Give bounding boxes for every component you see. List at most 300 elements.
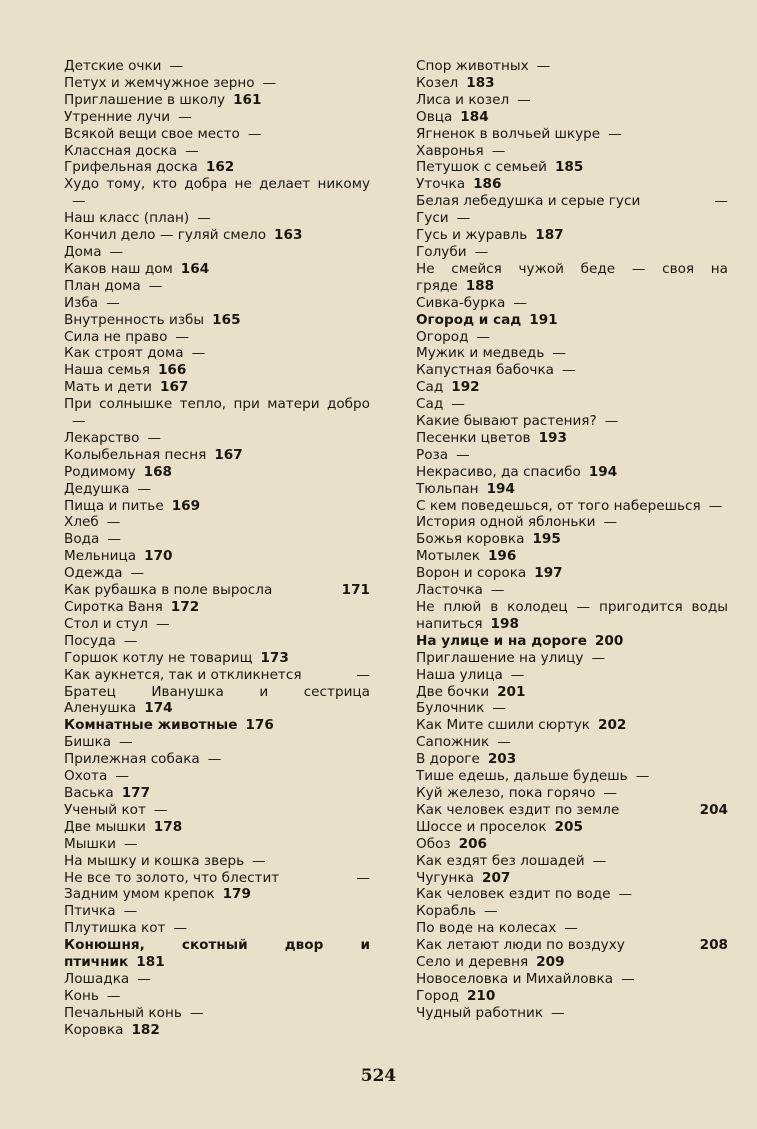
toc-column-left	[64, 58, 370, 1039]
toc-entry-title: На мышку и кошка зверь	[64, 852, 245, 869]
toc-entry-title: Посуда	[64, 632, 116, 649]
toc-entry	[64, 903, 370, 920]
toc-entry	[64, 210, 370, 227]
toc-entry	[416, 531, 728, 548]
toc-entry-title: Ученый кот	[64, 801, 146, 818]
toc-entry-page: 185	[554, 159, 584, 176]
toc-entry-page: 182	[131, 1021, 160, 1038]
toc-entry-page: 188	[465, 277, 495, 294]
toc-entry	[416, 244, 728, 261]
toc-entry-dash: —	[137, 970, 151, 987]
toc-entry-page: 191	[529, 311, 558, 328]
toc-entry-title: Сад	[416, 396, 444, 413]
toc-entry-title: Сивка-бурка	[416, 294, 506, 311]
toc-entry-dash: —	[591, 649, 606, 666]
toc-entry	[416, 819, 728, 836]
toc-entry-dash: —	[497, 734, 511, 751]
toc-entry-page: 184	[460, 108, 489, 125]
toc-entry-dash: —	[456, 210, 471, 227]
toc-entry-dash: —	[536, 58, 551, 74]
toc-entry-title: Шоссе и проселок	[416, 818, 547, 835]
toc-entry-title: Одежда	[64, 565, 123, 582]
page-number: 524	[360, 1066, 397, 1086]
toc-entry	[416, 1005, 728, 1022]
toc-entry	[64, 430, 370, 447]
toc-entry	[416, 684, 728, 701]
toc-entry-dash: —	[451, 396, 465, 413]
toc-entry-title: Сапожник	[416, 734, 490, 751]
toc-entry-title: Булочник	[416, 700, 485, 717]
toc-entry	[64, 345, 370, 362]
toc-entry-title: Овца	[416, 108, 453, 125]
toc-entry	[64, 548, 370, 565]
toc-entry-title: Комнатные животные	[64, 717, 238, 734]
toc-entry	[64, 244, 370, 261]
toc-entry-dash: —	[252, 852, 266, 869]
toc-entry	[416, 159, 728, 176]
toc-entry	[416, 582, 728, 599]
toc-entry-dash: —	[491, 142, 506, 159]
toc-entry-title: Гусь и журавль	[416, 227, 528, 244]
toc-entry-page: 204	[699, 801, 728, 818]
toc-entry	[64, 582, 370, 599]
toc-entry-dash: —	[476, 328, 491, 345]
toc-entry	[416, 126, 728, 143]
toc-entry-spacer	[625, 937, 692, 954]
toc-entry-title: Село и деревня	[416, 954, 529, 971]
toc-entry-title: Пища и питье	[64, 497, 164, 514]
toc-entry-title: Петушок с семьей	[416, 159, 547, 176]
toc-entry	[416, 295, 728, 312]
toc-column-right	[416, 58, 728, 1022]
toc-entry	[416, 362, 728, 379]
toc-entry-title: Как Мите сшили сюртук	[416, 717, 590, 734]
toc-entry-title: Голуби	[416, 243, 467, 260]
toc-entry-title: Мужик и медведь	[416, 345, 545, 362]
toc-entry	[416, 514, 728, 531]
toc-entry-dash: —	[564, 920, 578, 937]
toc-entry-title: Лошадка	[64, 970, 130, 987]
toc-entry-title: Конюшня, скотный двор и птичник	[64, 937, 370, 971]
toc-entry-title: Сад	[416, 379, 444, 396]
toc-entry	[64, 599, 370, 616]
toc-entry-page: 181	[136, 954, 165, 971]
toc-entry-dash: —	[635, 768, 650, 785]
toc-entry	[64, 312, 370, 329]
toc-entry	[416, 667, 728, 684]
toc-entry-dash: —	[191, 345, 206, 362]
toc-entry-page: 167	[214, 446, 243, 463]
toc-entry	[64, 514, 370, 531]
toc-entry	[416, 650, 728, 667]
toc-entry-dash: —	[175, 328, 190, 345]
toc-entry	[64, 616, 370, 633]
toc-entry-page: 174	[144, 700, 173, 717]
toc-entry	[64, 227, 370, 244]
toc-entry-dash: —	[247, 125, 262, 142]
toc-entry	[64, 143, 370, 160]
toc-entry-dash: —	[106, 294, 120, 311]
toc-entry-title: Приглашение в школу	[64, 91, 226, 108]
toc-entry-dash: —	[618, 886, 633, 903]
toc-entry-title: Родимому	[64, 463, 136, 480]
toc-entry	[416, 413, 728, 430]
toc-entry	[416, 430, 728, 447]
toc-entry-page: 163	[274, 227, 303, 244]
toc-entry-title: Кончил дело — гуляй смело	[64, 227, 267, 244]
toc-entry-title: Хлеб	[64, 514, 99, 531]
toc-entry-dash: —	[604, 413, 619, 430]
toc-entry	[64, 937, 370, 971]
toc-entry-dash: —	[119, 734, 133, 751]
toc-entry-title: Изба	[64, 294, 99, 311]
toc-entry-title: Каков наш дом	[64, 260, 173, 277]
toc-entry-title: Лиса и козел	[416, 91, 510, 108]
toc-entry-title: Не плюй в колодец — пригодится воды напиться	[416, 599, 728, 632]
toc-entry-title: Петух и жемчужное зерно	[64, 74, 255, 91]
toc-entry-dash: —	[123, 835, 138, 852]
toc-entry	[416, 447, 728, 464]
toc-entry-dash: —	[262, 74, 277, 91]
toc-entry-spacer	[619, 802, 691, 819]
toc-entry-title: На улице и на дороге	[416, 632, 587, 649]
toc-entry-title: Как строят дома	[64, 345, 184, 362]
toc-entry-page: 209	[536, 954, 565, 971]
toc-entry	[64, 565, 370, 582]
toc-entry	[416, 498, 728, 515]
toc-entry	[64, 836, 370, 853]
toc-entry-dash: —	[513, 294, 527, 311]
toc-entry	[64, 886, 370, 903]
toc-entry-title: Всякой вещи свое место	[64, 125, 240, 142]
toc-entry-title: Козел	[416, 74, 459, 91]
toc-entry	[416, 717, 728, 734]
toc-entry	[416, 312, 728, 329]
toc-entry-page: 179	[222, 886, 251, 903]
toc-entry-dash: —	[492, 700, 506, 717]
toc-entry	[416, 193, 728, 210]
toc-entry	[64, 176, 370, 210]
toc-entry-title: Конь	[64, 987, 99, 1004]
toc-entry-page: 187	[535, 227, 564, 244]
toc-entry-title: Братец Иванушка и сестрица Аленушка	[64, 683, 370, 717]
toc-entry	[64, 768, 370, 785]
toc-entry-spacer	[640, 193, 706, 210]
toc-entry-dash: —	[714, 193, 728, 210]
toc-entry	[64, 650, 370, 667]
toc-entry-dash: —	[207, 751, 222, 768]
toc-entry-title: Спор животных	[416, 58, 529, 74]
toc-entry	[64, 870, 370, 887]
toc-entry-dash: —	[147, 429, 162, 446]
toc-entry-title: Мать и дети	[64, 379, 152, 396]
toc-entry-title: Васька	[64, 784, 114, 801]
toc-entry-dash: —	[517, 91, 531, 108]
toc-entry	[416, 261, 728, 295]
toc-entry	[416, 633, 728, 650]
toc-entry	[64, 971, 370, 988]
toc-entry	[416, 836, 728, 853]
toc-entry-page: 171	[341, 582, 370, 599]
toc-entry-dash: —	[456, 446, 470, 463]
toc-entry	[416, 345, 728, 362]
toc-entry-title: Гуси	[416, 210, 449, 227]
toc-entry-title: Наша улица	[416, 666, 503, 683]
toc-entry	[416, 751, 728, 768]
toc-entry	[416, 464, 728, 481]
toc-entry-title: Роза	[416, 446, 449, 463]
toc-entry-title: Божья коровка	[416, 531, 525, 548]
toc-entry	[416, 937, 728, 954]
toc-entry-dash: —	[115, 768, 129, 785]
toc-entry-title: Детские очки	[64, 58, 162, 74]
toc-entry-page: 161	[233, 91, 262, 108]
toc-entry-title: Тише едешь, дальше будешь	[416, 768, 628, 785]
toc-entry	[416, 971, 728, 988]
toc-entry	[64, 75, 370, 92]
toc-entry-title: Бишка	[64, 734, 112, 751]
toc-entry-dash: —	[510, 666, 525, 683]
toc-entry	[416, 954, 728, 971]
toc-entry-title: Наш класс (план)	[64, 210, 190, 227]
toc-entry	[416, 396, 728, 413]
toc-entry	[416, 481, 728, 498]
toc-entry-dash: —	[173, 920, 188, 937]
toc-entry-title: Утренние лучи	[64, 108, 171, 125]
toc-entry-dash: —	[603, 784, 617, 801]
toc-entry-page: 162	[205, 159, 235, 176]
toc-entry-page: 206	[458, 835, 488, 852]
toc-entry-page: 186	[473, 176, 502, 193]
toc-entry-title: Грифельная доска	[64, 159, 198, 176]
toc-entry	[416, 329, 728, 346]
toc-entry-title: Колыбельная песня	[64, 446, 207, 463]
toc-entry-title: Как ездят без лошадей	[416, 852, 585, 869]
toc-entry-title: С кем поведешься, от того наберешься	[416, 497, 701, 514]
toc-entry	[416, 802, 728, 819]
toc-entry	[416, 548, 728, 565]
toc-entry-title: Огород	[416, 328, 469, 345]
toc-entry-title: Задним умом крепок	[64, 886, 215, 903]
toc-entry-title: Чугунка	[416, 869, 474, 886]
toc-entry-dash: —	[490, 582, 505, 599]
toc-entry-page: 165	[212, 311, 241, 328]
toc-entry-page: 177	[121, 784, 151, 801]
toc-entry-dash: —	[123, 903, 138, 920]
toc-entry-title: Город	[416, 987, 459, 1004]
toc-entry	[64, 1005, 370, 1022]
toc-entry-dash: —	[156, 615, 170, 632]
toc-entry	[64, 109, 370, 126]
toc-entry	[416, 565, 728, 582]
toc-entry-title: Лекарство	[64, 429, 140, 446]
toc-entry-dash: —	[137, 480, 152, 497]
toc-entry-title: Внутренность избы	[64, 311, 205, 328]
toc-entry-title: Уточка	[416, 176, 466, 193]
toc-entry	[64, 498, 370, 515]
toc-entry-page: 195	[532, 531, 561, 548]
toc-entry-title: Стол и стул	[64, 615, 149, 632]
toc-entry-dash: —	[106, 514, 121, 531]
toc-entry-title: Хавронья	[416, 142, 484, 159]
toc-entry-title: Ворон и сорока	[416, 565, 527, 582]
toc-entry	[64, 278, 370, 295]
toc-entry-title: Прилежная собака	[64, 751, 200, 768]
toc-entry-dash: —	[592, 852, 607, 869]
toc-entry-dash: —	[169, 58, 184, 74]
toc-entry	[64, 531, 370, 548]
toc-entry	[64, 633, 370, 650]
toc-entry-title: Мотылек	[416, 548, 480, 565]
toc-entry-title: Коровка	[64, 1021, 124, 1038]
toc-entry	[416, 920, 728, 937]
toc-entry-title: Две бочки	[416, 683, 490, 700]
toc-entry-title: Дедушка	[64, 480, 130, 497]
toc-entry	[416, 988, 728, 1005]
toc-entry-title: Классная доска	[64, 142, 178, 159]
toc-entry	[64, 159, 370, 176]
toc-entry-page: 183	[466, 74, 495, 91]
toc-entry-page: 203	[487, 751, 517, 768]
toc-entry-page: 194	[486, 480, 515, 497]
toc-entry-title: Как человек ездит по воде	[416, 886, 611, 903]
toc-entry-title: План дома	[64, 277, 141, 294]
toc-entry-title: Как аукнется, так и откликнется	[64, 666, 302, 683]
toc-entry	[416, 870, 728, 887]
toc-entry-page: 192	[451, 379, 480, 396]
toc-entry-title: Дома	[64, 243, 102, 260]
toc-entry-page: 200	[594, 632, 624, 649]
toc-entry-spacer	[279, 870, 348, 887]
toc-entry-title: Худо тому, кто добра не делает никому	[64, 176, 370, 193]
toc-entry-dash: —	[72, 193, 86, 210]
toc-entry-page: 198	[490, 615, 519, 632]
toc-entry-dash: —	[603, 514, 618, 531]
toc-entry-page: 178	[153, 818, 183, 835]
toc-entry-dash: —	[148, 277, 163, 294]
toc-entry	[64, 734, 370, 751]
toc-entry-dash: —	[107, 531, 121, 548]
toc-entry-page: 208	[699, 937, 728, 954]
toc-entry-dash: —	[130, 565, 145, 582]
toc-entry-page: 164	[180, 260, 210, 277]
toc-entry-dash: —	[109, 243, 124, 260]
toc-entry-page: 172	[170, 599, 200, 615]
toc-entry-title: Птичка	[64, 903, 116, 920]
toc-entry-title: Какие бывают растения?	[416, 413, 597, 430]
toc-entry	[64, 751, 370, 768]
toc-entry	[64, 464, 370, 481]
toc-entry-dash: —	[153, 801, 168, 818]
toc-entry-page: 207	[481, 869, 511, 886]
toc-entry	[64, 329, 370, 346]
toc-entry	[64, 802, 370, 819]
toc-entry-dash: —	[106, 987, 121, 1004]
toc-entry	[64, 261, 370, 278]
toc-entry	[64, 853, 370, 870]
toc-entry-page: 166	[157, 362, 187, 379]
toc-entry-title: Наша семья	[64, 362, 150, 379]
toc-entry-title: Сиротка Ваня	[64, 599, 163, 615]
toc-entry-title: Чудный работник	[416, 1004, 544, 1021]
toc-entry	[64, 126, 370, 143]
toc-entry-title: Тюльпан	[416, 480, 479, 497]
toc-entry	[64, 379, 370, 396]
toc-entry-title: Плутишка кот	[64, 920, 166, 937]
toc-entry-title: Ягненок в волчьей шкуре	[416, 125, 601, 142]
toc-entry-title: Ласточка	[416, 582, 483, 599]
toc-entry-title: Как рубашка в поле выросла	[64, 582, 273, 599]
toc-entry-page: 167	[159, 379, 189, 396]
toc-entry	[64, 785, 370, 802]
toc-entry-page: 205	[554, 818, 583, 835]
toc-entry	[64, 667, 370, 684]
toc-entry-page: 201	[497, 683, 526, 700]
toc-entry	[64, 295, 370, 312]
toc-entry-title: Куй железо, пока горячо	[416, 784, 596, 801]
toc-entry-page: 168	[143, 463, 173, 480]
toc-entry-title: Песенки цветов	[416, 429, 531, 446]
toc-entry-title: Вода	[64, 531, 100, 548]
toc-entry	[416, 599, 728, 633]
toc-entry	[416, 176, 728, 193]
toc-entry	[64, 92, 370, 109]
toc-entry-page: 173	[260, 649, 289, 666]
toc-entry	[416, 734, 728, 751]
toc-entry-dash: —	[189, 1004, 204, 1021]
toc-entry	[416, 886, 728, 903]
toc-entry-dash: —	[185, 142, 199, 159]
toc-entry-dash: —	[197, 210, 211, 227]
toc-entry	[64, 362, 370, 379]
toc-entry	[64, 988, 370, 1005]
toc-entry-title: Как человек ездит по земле	[416, 801, 620, 818]
toc-entry-dash: —	[123, 632, 138, 649]
toc-entry-title: Белая лебедушка и серые гуси	[416, 193, 641, 210]
toc-entry	[416, 227, 728, 244]
toc-entry	[416, 92, 728, 109]
toc-entry-dash: —	[356, 869, 370, 886]
toc-entry-spacer	[272, 582, 333, 599]
toc-entry-page: 169	[171, 497, 201, 514]
toc-entry	[416, 210, 728, 227]
toc-entry-dash: —	[356, 666, 370, 683]
toc-entry-title: Сила не право	[64, 328, 168, 345]
toc-entry-title: Капустная бабочка	[416, 362, 555, 379]
toc-entry	[64, 1022, 370, 1039]
toc-entry-title: При солнышке тепло, при матери добро	[64, 396, 370, 413]
toc-entry-page: 202	[598, 717, 627, 734]
toc-entry	[64, 684, 370, 718]
toc-entry	[416, 109, 728, 126]
toc-entry	[64, 58, 370, 75]
toc-entry-page: 194	[588, 463, 618, 480]
toc-entry-title: Не смейся чужой беде — своя на гряде	[416, 260, 728, 294]
toc-entry-dash: —	[621, 970, 635, 987]
toc-entry	[416, 785, 728, 802]
toc-entry	[64, 819, 370, 836]
toc-entry-title: История одной яблоньки	[416, 514, 596, 531]
toc-entry	[64, 396, 370, 430]
toc-entry-dash: —	[552, 345, 566, 362]
toc-entry-page: 196	[487, 548, 517, 565]
toc-entry-title: Новоселовка и Михайловка	[416, 970, 614, 987]
toc-entry-title: Огород и сад	[416, 311, 522, 328]
toc-entry	[64, 447, 370, 464]
toc-entry-page: 197	[534, 565, 563, 582]
toc-entry	[64, 717, 370, 734]
toc-entry-title: Охота	[64, 768, 108, 785]
